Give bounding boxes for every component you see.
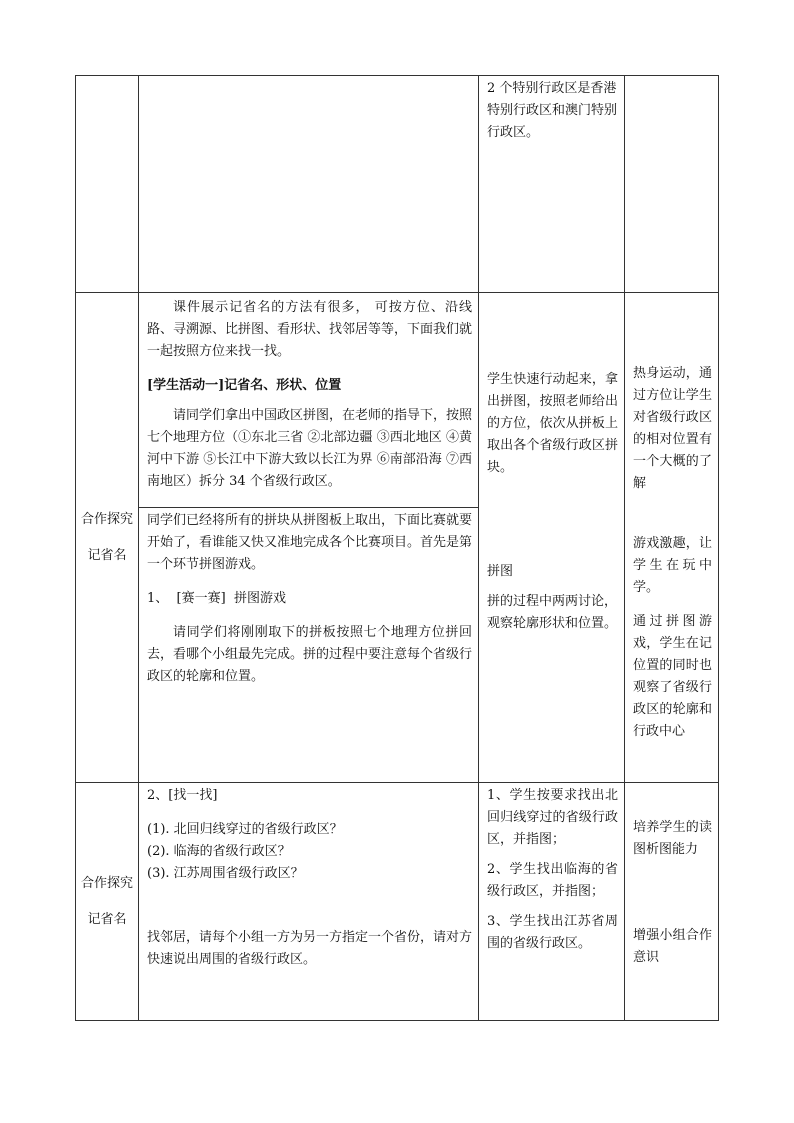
special-regions-text: 2 个特别行政区是香港特别行政区和澳门特别行政区。 (487, 81, 618, 140)
stage-cell (76, 76, 139, 293)
teacher-activity-cell (139, 293, 479, 783)
student-task-3: 3、学生找出江苏省周围的省级行政区。 (487, 914, 618, 951)
intent-warmup-text: 热身运动，通过方位让学生对省级行政区的相对位置有一个大概的了解 (633, 366, 712, 491)
stage-cell (76, 783, 139, 1021)
intent-puzzle-text: 通过拼图游戏，学生在记位置的同时也观察了省级行政区的轮廓和行政中心 (633, 614, 712, 739)
activity-one-body: 请同学们拿出中国政区拼图，在老师的指导下，按照七个地理方位（①东北三省 ②北部边疆 ③西北地区 ④黄河中下游 ⑤长江中下游大致以长江为界 ⑥南部沿海 ⑦西南地区）拆分 34 个省级行政区。 (147, 408, 473, 489)
neighbor-activity-text: 找邻居，请每个小组一方为另一方指定一个省份，请对方快速说出周围的省级行政区。 (147, 930, 473, 967)
table-row (76, 76, 719, 293)
stage-label-line: 记省名 (87, 547, 127, 563)
teacher-activity-cell (139, 783, 479, 1021)
activity-one-title: [学生活动一]记省名、形状、位置 (147, 378, 342, 393)
student-activity-cell (479, 783, 625, 1021)
stage-cell (76, 293, 139, 783)
lesson-plan-table (75, 75, 719, 1021)
game-title: 1、 [赛一赛] 拼图游戏 (147, 591, 286, 606)
student-activity-cell (479, 76, 625, 293)
puzzle-discussion-text: 拼的过程中两两讨论，观察轮廓形状和位置。 (487, 594, 618, 631)
stage-label-line: 合作探究 (80, 875, 133, 891)
student-task-2: 2、学生找出临海的省级行政区，并指图； (487, 862, 618, 899)
student-action-text: 学生快速行动起来，拿出拼图，按照老师给出的方位，依次从拼板上取出各个省级行政区拼块。 (487, 372, 618, 475)
intent-teamwork-text: 增强小组合作意识 (633, 928, 712, 965)
question-3: (3). 江苏周围省级行政区？ (147, 866, 304, 881)
stage-label-line: 记省名 (87, 911, 127, 927)
game-body-text: 请同学们将刚刚取下的拼板按照七个地理方位拼回去，看哪个小组最先完成。拼的过程中要注意每个省级行政区的轮廓和位置。 (147, 625, 473, 684)
puzzle-label: 拼图 (487, 564, 514, 579)
design-intent-cell (625, 293, 719, 783)
design-intent-cell (625, 783, 719, 1021)
student-activity-cell (479, 293, 625, 783)
find-section-title: 2、[找一找] (147, 788, 218, 803)
design-intent-cell (625, 76, 719, 293)
student-task-1: 1、学生按要求找出北回归线穿过的省级行政区，并指图； (487, 788, 618, 847)
intent-game-text: 游戏激趣，让学生在玩中学。 (633, 536, 712, 595)
game-intro-text: 同学们已经将所有的拼块从拼图板上取出，下面比赛就要开始了，看谁能又快又准地完成各个比赛项目。首先是第一个环节拼图游戏。 (147, 513, 473, 572)
table-row (76, 293, 719, 783)
teacher-activity-cell (139, 76, 479, 293)
stage-label-line: 合作探究 (80, 511, 133, 527)
question-2: (2). 临海的省级行政区？ (147, 844, 291, 859)
intent-map-skill-text: 培养学生的读图析图能力 (633, 820, 712, 857)
question-1: (1). 北回归线穿过的省级行政区？ (147, 822, 343, 837)
table-row (76, 783, 719, 1021)
method-intro-text: 课件展示记省名的方法有很多， 可按方位、沿线路、寻溯源、比拼图、看形状、找邻居等等，下面我们就一起按照方位来找一找。 (147, 300, 473, 359)
